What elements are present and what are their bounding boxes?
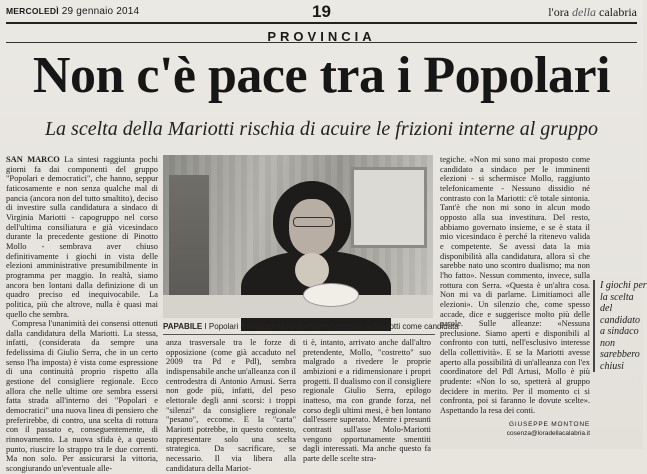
- paragraph: Compresa l'unanimità dei consensi ottenuti dalla candidatura della Mariotti. La stessa, infatti, (considerata da sempre una fedelissima di Giulio Serra, che in un certo senso l'ha imposta) è vista come espressione di una continuità proprio rispetto alla gestione del consigliere regionale. Ecco allora che nelle ultime ore sembra essersi fatta strada all'interno dei "Popolari e democratici" una nuova linea di pensiero che preferirebbe, di contro, una scelta di rottura con il passato e, conseguentemente, di rinnovamento. La nuova sfida è, a questo punto, riuscire lo strappo tra le due correnti. Ma non solo. Per assicurarsi la vittoria, scongiurando un'eventuale alle-: [6, 319, 158, 473]
- paragraph: tegiche. «Non mi sono mai proposto come candidato a sindaco per le imminenti elezioni - si schermisce Mollo, raggiunto telefonicamente - Nessuno dissidio né contrasto con la Mariotti: c'è totale sintonia. Tant'è che non mi sono in alcun modo opposto alla sua investitura. Del resto, abbiamo governato insieme, e se è stata il mio vicesindaco è perché la ritenevo valida e competente. Se avessi data la mia disponibilità alla candidatura, allora sì che sarebbe nato uno scontro dualismo; ma non l'ho fatto». Nessun commento, invece, sulla rottura con Serra. «Questa è un'altra cosa. Non mi va di parlarne. Limitiamoci alle elezioni». Un silenzio che, come spesso accade, dice e suggerisce molto più delle parole. Sulle alleanze: «Nessuna preclusione. Siamo aperti e disponibili al confronto con tutti, nell'esclusivo interesse della collettività». E se la Mariotti avesse aperto alla possibilità di un'alleanza con l'ex coordinatore del Pdl Artusi, Mollo è più prudente: «Non lo so, spetterà al gruppo decidere in merito. Per il momento ci si confronta, poi si faranno le dovute scelte». Aspettando la resa dei conti.: [440, 155, 590, 416]
- author-email: cosenza@loradellacalabria.it: [506, 430, 590, 437]
- article-column-2: [166, 338, 296, 473]
- paper-della: della: [572, 5, 597, 19]
- section-bar: [6, 26, 637, 43]
- paragraph: anza trasversale tra le forze di opposizione (come già accaduto nel 2009 tra Pd e Pdl), sembra indispensabile anche un'alleanza con il centrodestra di Antonio Arnusi. Serra non gode più, infatti, del peso elettorale degli anni scorsi: i troppi "silenzi" da consigliere regionale "pesano", eccome. E la "carta" Mariotti potrebbe, in questo contesto, rappresentare solo una scelta strategica. Da sacrificare, se necessario. Il via libera alla candidatura della Mariot-: [166, 338, 296, 473]
- article-column-4: [440, 155, 590, 427]
- article-subhead: La scelta della Mariotti rischia di acuire le frizioni interne al gruppo: [44, 118, 599, 140]
- section-title: PROVINCIA: [267, 29, 376, 44]
- article-headline: Non c'è pace tra i Popolari: [32, 47, 611, 104]
- paper-suffix: calabria: [596, 5, 637, 19]
- paper-prefix: l'ora: [548, 5, 573, 19]
- header-rule: [6, 22, 637, 24]
- paragraph: ti è, intanto, arrivato anche dall'altro pretendente, Mollo, "costretto" suo malgrado a rivedere le proprie ambizioni e a ridimensionare i propri progetti. Il dualismo con il consigliere regionale Giulio Serra, epilogo inatteso, ma con grande forza, nel corso degli ultimi mesi, è ben lontano dall'essere superato. Mentre i presunti contrasti sull'asse Molo-Mariotti vengono opportunamente smentiti dagli interessati. Ma anche questo fa parte delle scelte stra-: [303, 338, 431, 463]
- article-photo: [163, 155, 433, 318]
- paragraph: [6, 155, 158, 319]
- caption-label: PAPABILE: [163, 322, 203, 331]
- page-number: 19: [312, 2, 331, 21]
- issue-day: MERCOLEDÌ: [6, 6, 59, 16]
- photo-caption: [163, 321, 459, 335]
- pull-quote: I giochi per la scelta del candidato a sindaco non sarebbero chiusi: [593, 280, 647, 372]
- caption-text: I Popolari e democratici potrebbero scegliere la Mariotti come candidata: [202, 322, 459, 331]
- dateline: SAN MARCO: [6, 155, 60, 164]
- author-byline: GIUSEPPE MONTONE: [509, 421, 590, 428]
- article-column-1: [6, 155, 158, 473]
- paragraph-text: La sintesi raggiunta pochi giorni fa dai componenti del gruppo "Popolari e democratici", che hanno, seppur faticosamente e non senza qualche mal di pancia (ancora non del tutto smaltito), deciso di investire sulla candidatura a sindaco di Virginia Mariotti - capogruppo nel corso dell'ultima consiliatura e già vicesindaco durante la precedente gestione di Pinotto Mollo - sembrava aver chiuso definitivamente i giochi in vista delle elezioni amministrative presumibilmente in programma per maggio. In realtà, siamo ancora ben lontani dalla definizione di un quadro preciso ed inequivocabile. La politica, più che altrove, nulla è quasi mai quello che sembra.: [6, 155, 158, 319]
- article-column-3: [303, 338, 431, 463]
- newspaper-name: [548, 5, 637, 20]
- issue-date-text: 29 gennaio 2014: [61, 6, 140, 17]
